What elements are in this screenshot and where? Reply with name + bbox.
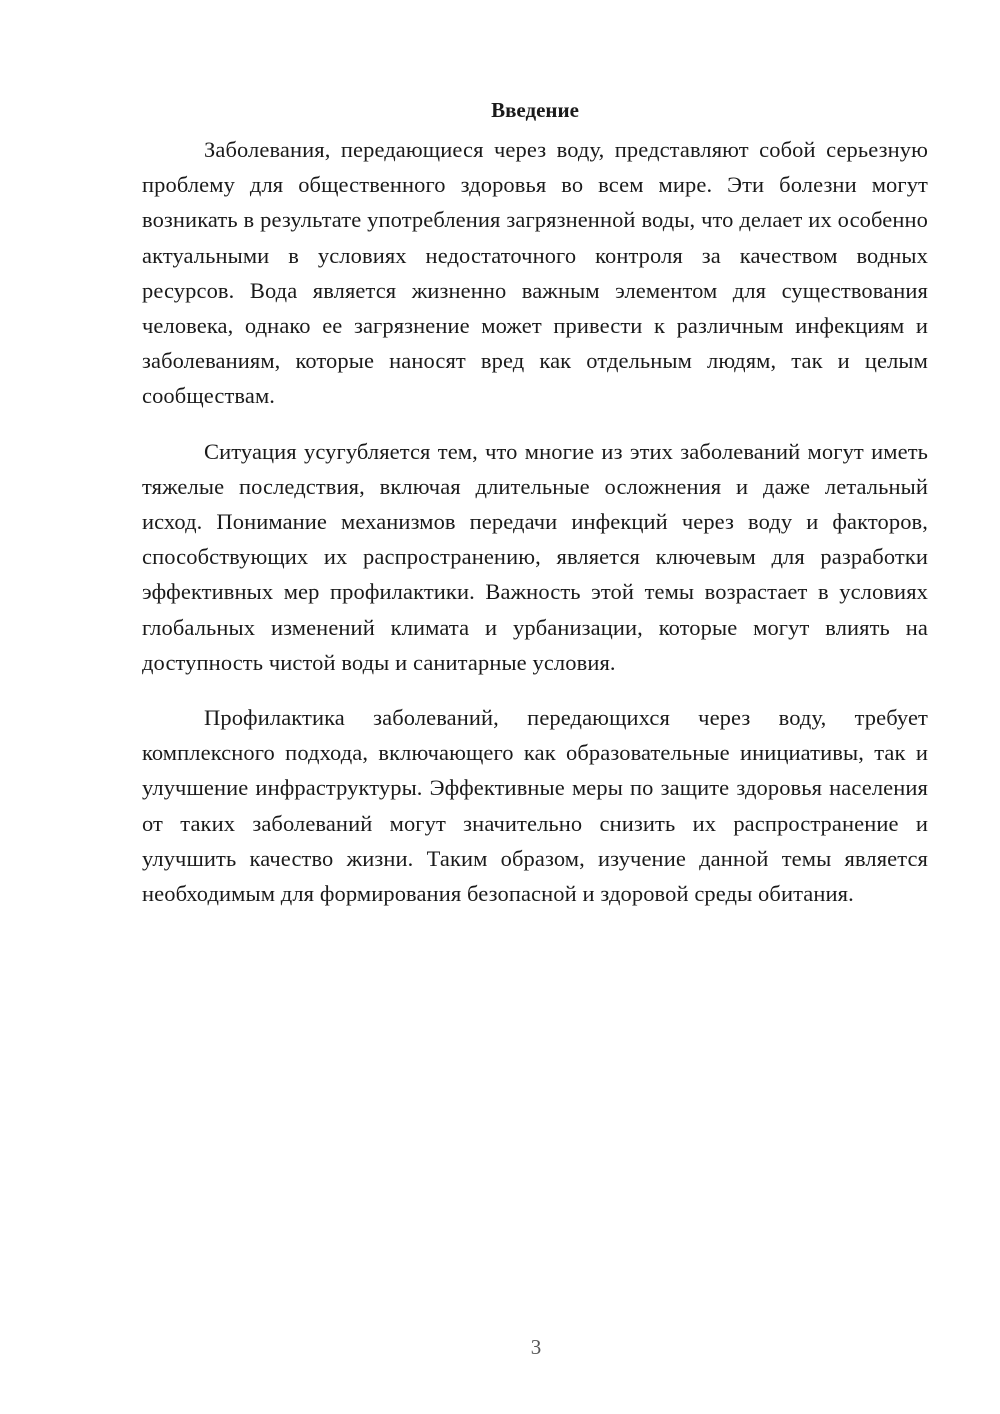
- section-heading: Введение: [491, 98, 579, 122]
- page-number: 3: [530, 1335, 542, 1359]
- page-content: [142, 96, 928, 931]
- paragraph-3: Профилактика заболеваний, передающихся через воду, требует комплексного подхода, включающего как образовательные инициативы, так и улучшение инфраструктуры. Эффективные меры по защите здоровья населения от таких заболеваний могут значительно снизить их распространение и улучшить качество жизни. Таким образом, изучение данной темы является необходимым для формирования безопасной и здоровой среды обитания.: [142, 705, 928, 907]
- paragraph-1: Заболевания, передающиеся через воду, представляют собой серьезную проблему для общественного здоровья во всем мире. Эти болезни могут возникать в результате употребления загрязненной воды, что делает их особенно актуальными в условиях недостаточного контроля за качеством водных ресурсов. Вода является жизненно важным элементом для существования человека, однако ее загрязнение может привести к различным инфекциям и заболеваниям, которые наносят вред как отдельным людям, так и целым сообществам.: [142, 137, 928, 409]
- paragraph-2: Ситуация усугубляется тем, что многие из этих заболеваний могут иметь тяжелые последствия, включая длительные осложнения и даже летальный исход. Понимание механизмов передачи инфекций через воду и факторов, способствующих их распространению, является ключевым для разработки эффективных мер профилактики. Важность этой темы возрастает в условиях глобальных изменений климата и урбанизации, которые могут влиять на доступность чистой воды и санитарные условия.: [142, 438, 928, 675]
